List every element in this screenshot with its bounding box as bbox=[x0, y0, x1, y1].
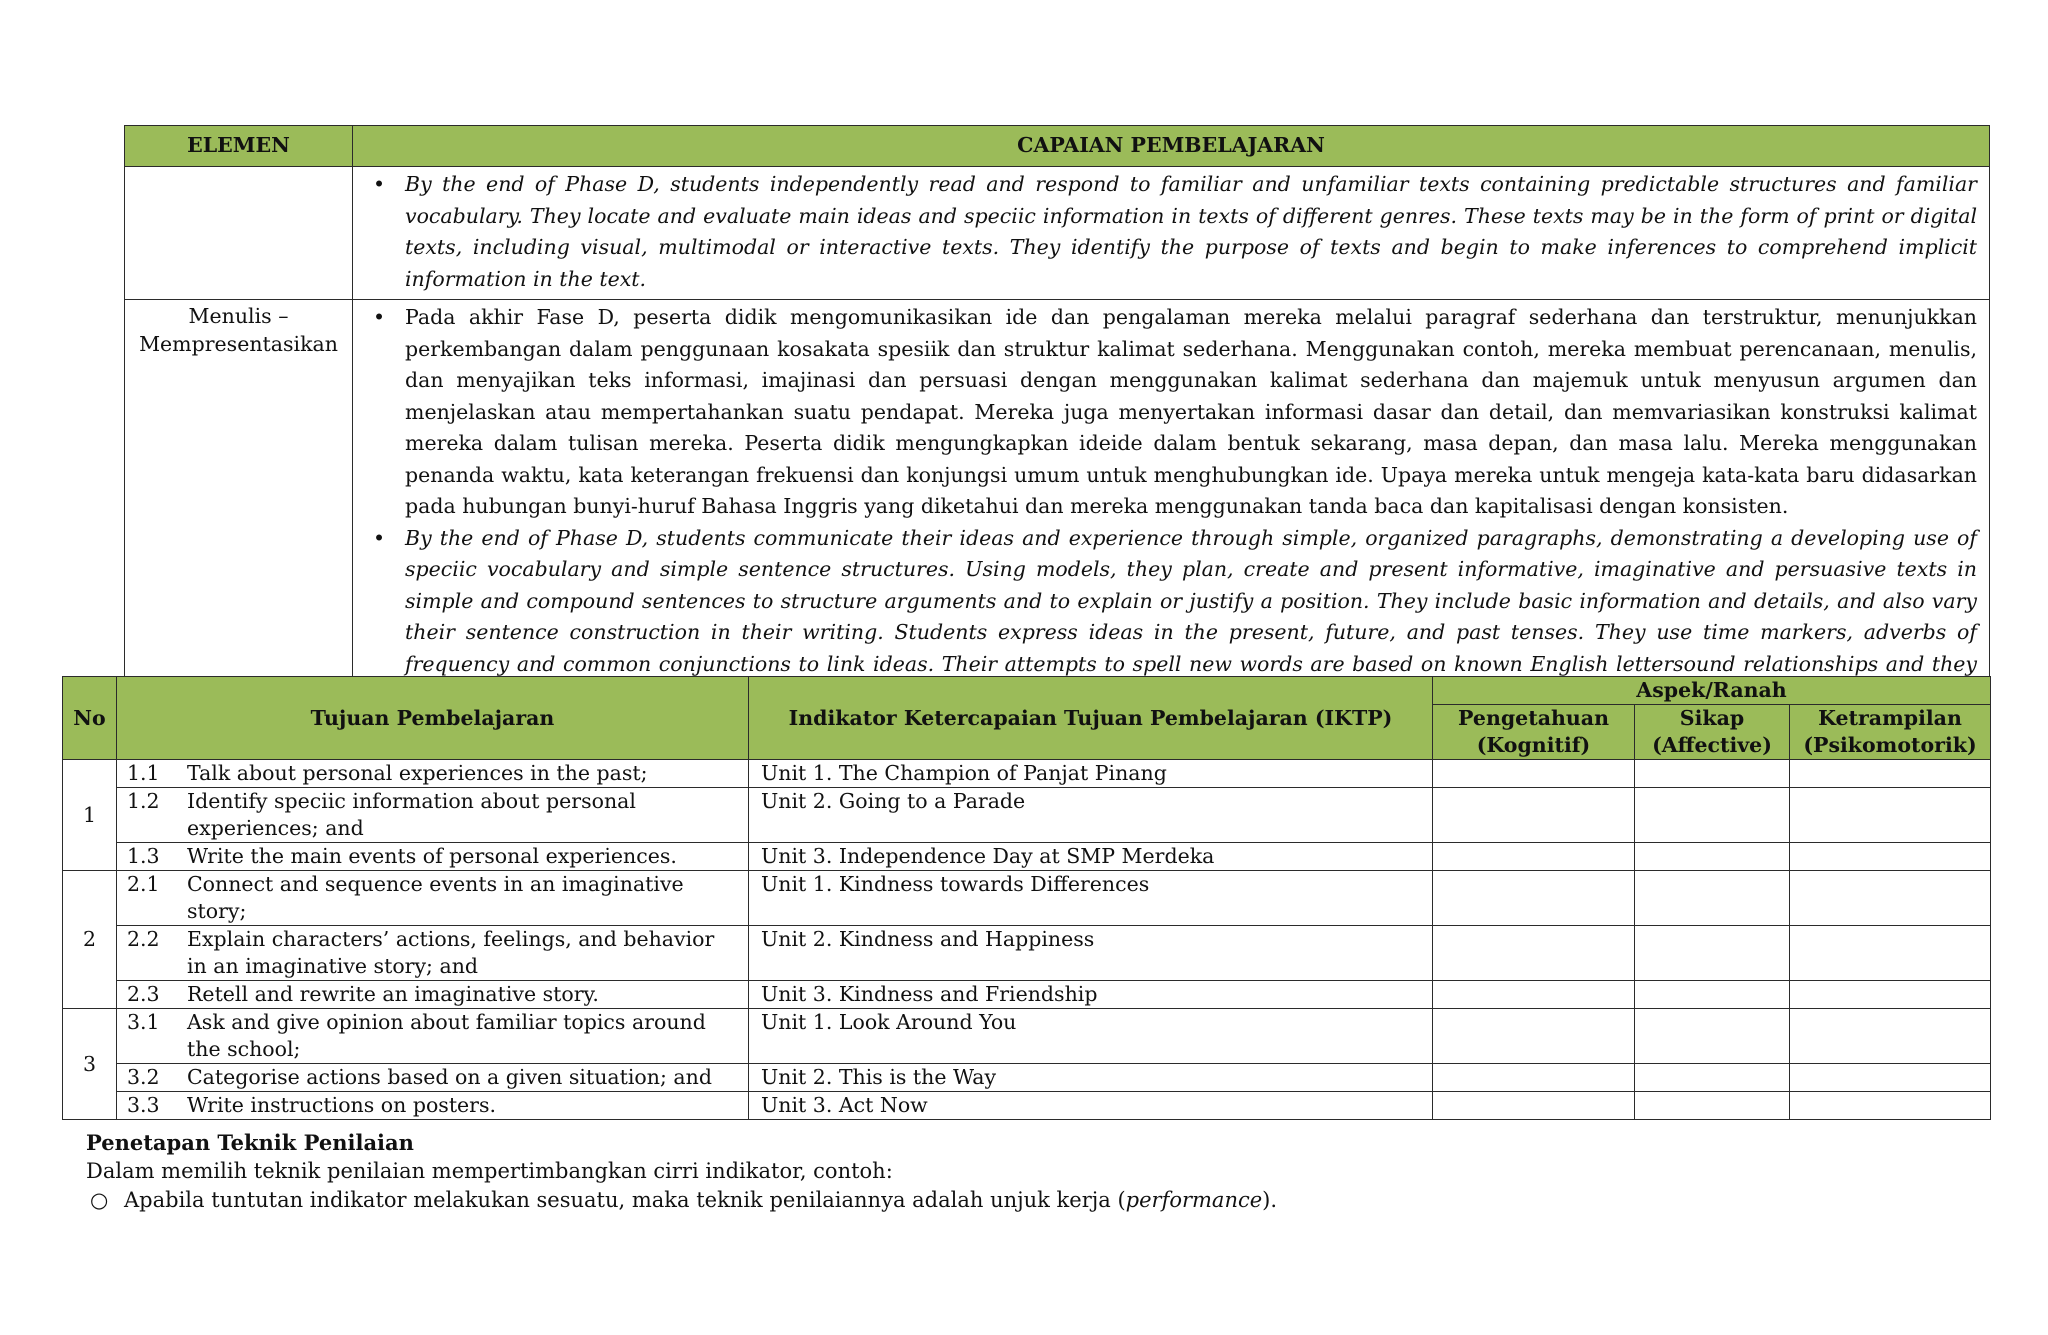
tujuan-cell bbox=[117, 788, 749, 843]
header-sikap: Sikap (Affective) bbox=[1635, 705, 1790, 760]
iktp-cell: Unit 1. Kindness towards Differences bbox=[749, 871, 1433, 926]
ketrampilan-cell bbox=[1790, 926, 1991, 981]
tujuan-code: 1.2 bbox=[127, 789, 160, 813]
pengetahuan-cell bbox=[1433, 1009, 1635, 1064]
circle-bullet-icon: ○ bbox=[90, 1188, 109, 1212]
tujuan-code: 2.1 bbox=[127, 872, 160, 896]
sikap-cell bbox=[1635, 1064, 1790, 1092]
tujuan-code: 1.3 bbox=[127, 844, 160, 868]
header-capaian: CAPAIAN PEMBELAJARAN bbox=[353, 126, 1990, 167]
header-no: No bbox=[63, 677, 117, 760]
pengetahuan-cell bbox=[1433, 981, 1635, 1009]
penetapan-list-item bbox=[86, 1186, 1886, 1215]
tujuan-row bbox=[63, 981, 1991, 1009]
tujuan-table-body bbox=[63, 760, 1991, 1120]
ketrampilan-cell bbox=[1790, 1092, 1991, 1120]
capaian-bullet-item bbox=[365, 169, 1977, 295]
capaian-row bbox=[125, 300, 1990, 717]
tujuan-cell bbox=[117, 1009, 749, 1064]
tujuan-text: Ask and give opinion about familiar topics around the school; bbox=[187, 1010, 706, 1061]
ketrampilan-cell bbox=[1790, 981, 1991, 1009]
penetapan-item-prefix: Apabila tuntutan indikator melakukan sesuatu, maka teknik penilaiannya adalah unjuk kerja ( bbox=[124, 1188, 1126, 1212]
header-pengetahuan: Pengetahuan (Kognitif) bbox=[1433, 705, 1635, 760]
pengetahuan-cell bbox=[1433, 926, 1635, 981]
sikap-cell bbox=[1635, 788, 1790, 843]
sikap-cell bbox=[1635, 926, 1790, 981]
penetapan-item-emphasis: performance bbox=[1125, 1188, 1263, 1212]
capaian-header-row bbox=[125, 126, 1990, 167]
capaian-cell bbox=[353, 167, 1990, 300]
ketrampilan-cell bbox=[1790, 1009, 1991, 1064]
tujuan-row bbox=[63, 1064, 1991, 1092]
header-tujuan: Tujuan Pembelajaran bbox=[117, 677, 749, 760]
tujuan-code: 2.3 bbox=[127, 982, 160, 1006]
pengetahuan-cell bbox=[1433, 1092, 1635, 1120]
capaian-text: By the end of Phase D, students communicate their ideas and experience through simple, organized paragraphs, demonstrating a developing use of speciic vocabulary and simple sentence structures. Using models, they plan, create and present informative, imaginative and persuasive texts in simple and compound sentences to structure arguments and to explain or justify a position. They include basic information and details, and also vary their sentence construction in their writing. Students express ideas in the present, future, and past tenses. They use time markers, adverbs of frequency and common conjunctions to link ideas. Their attempts to spell new words are based on known English lettersound relationships and they bbox=[405, 525, 1977, 676]
pengetahuan-cell bbox=[1433, 788, 1635, 843]
capaian-pembelajaran-table bbox=[124, 125, 1990, 717]
elemen-cell bbox=[125, 167, 353, 300]
tujuan-text: Connect and sequence events in an imaginative story; bbox=[187, 872, 684, 923]
row-number: 2 bbox=[63, 871, 117, 1009]
sikap-cell bbox=[1635, 871, 1790, 926]
ketrampilan-cell bbox=[1790, 760, 1991, 788]
tujuan-row bbox=[63, 871, 1991, 926]
bullet-icon: • bbox=[373, 172, 386, 196]
tujuan-text: Talk about personal experiences in the past; bbox=[187, 761, 648, 785]
capaian-bullet-item bbox=[365, 302, 1977, 523]
tujuan-code: 2.2 bbox=[127, 927, 160, 951]
tujuan-header-row bbox=[63, 677, 1991, 705]
ketrampilan-cell bbox=[1790, 871, 1991, 926]
sikap-cell bbox=[1635, 760, 1790, 788]
ketrampilan-cell bbox=[1790, 843, 1991, 871]
iktp-cell: Unit 3. Independence Day at SMP Merdeka bbox=[749, 843, 1433, 871]
ketrampilan-cell bbox=[1790, 788, 1991, 843]
tujuan-row bbox=[63, 760, 1991, 788]
pengetahuan-cell bbox=[1433, 1064, 1635, 1092]
capaian-cell bbox=[353, 300, 1990, 717]
iktp-cell: Unit 1. The Champion of Panjat Pinang bbox=[749, 760, 1433, 788]
pengetahuan-cell bbox=[1433, 760, 1635, 788]
tujuan-cell bbox=[117, 1092, 749, 1120]
tujuan-cell bbox=[117, 871, 749, 926]
row-number: 3 bbox=[63, 1009, 117, 1120]
tujuan-text: Categorise actions based on a given situation; and bbox=[187, 1065, 712, 1089]
penetapan-item-suffix: ). bbox=[1262, 1188, 1278, 1212]
elemen-cell: Menulis – Mempresentasikan bbox=[125, 300, 353, 717]
tujuan-text: Identify speciic information about personal experiences; and bbox=[187, 789, 636, 840]
capaian-text: Pada akhir Fase D, peserta didik mengomunikasikan ide dan pengalaman mereka melalui paragraf sederhana dan terstruktur, menunjukkan perkembangan dalam penggunaan kosakata spesiik dan struktur kalimat sederhana. Menggunakan contoh, mereka membuat perencanaan, menulis, dan menyajikan teks informasi, imajinasi dan persuasi dengan menggunakan kalimat sederhana dan majemuk untuk menyusun argumen dan menjelaskan atau mempertahankan suatu pendapat. Mereka juga menyertakan informasi dasar dan detail, dan memvariasikan konstruksi kalimat mereka dalam tulisan mereka. Peserta didik mengungkapkan ideide dalam bentuk sekarang, masa depan, dan masa lalu. Mereka menggunakan penanda waktu, kata keterangan frekuensi dan konjungsi umum untuk menghubungkan ide. Upaya mereka untuk mengeja kata-kata baru didasarkan pada hubungan bunyi-huruf Bahasa Inggris yang diketahui dan mereka menggunakan tanda baca dan kapitalisasi dengan konsisten. bbox=[405, 305, 1977, 518]
penetapan-section bbox=[86, 1128, 1886, 1215]
tujuan-code: 3.2 bbox=[127, 1065, 160, 1089]
header-ketrampilan: Ketrampilan (Psikomotorik) bbox=[1790, 705, 1991, 760]
capaian-text: By the end of Phase D, students independently read and respond to familiar and unfamiliar texts containing predictable structures and familiar vocabulary. They locate and evaluate main ideas and speciic information in texts of different genres. These texts may be in the form of print or digital texts, including visual, multimodal or interactive texts. They identify the purpose of texts and begin to make inferences to comprehend implicit information in the text. bbox=[405, 172, 1977, 291]
tujuan-cell bbox=[117, 760, 749, 788]
capaian-row bbox=[125, 167, 1990, 300]
row-number: 1 bbox=[63, 760, 117, 871]
tujuan-text: Write the main events of personal experiences. bbox=[187, 844, 677, 868]
bullet-icon: • bbox=[373, 525, 386, 550]
tujuan-code: 3.3 bbox=[127, 1093, 160, 1117]
iktp-cell: Unit 2. This is the Way bbox=[749, 1064, 1433, 1092]
tujuan-row bbox=[63, 1092, 1991, 1120]
pengetahuan-cell bbox=[1433, 843, 1635, 871]
iktp-cell: Unit 1. Look Around You bbox=[749, 1009, 1433, 1064]
tujuan-row bbox=[63, 843, 1991, 871]
tujuan-code: 3.1 bbox=[127, 1010, 160, 1034]
sikap-cell bbox=[1635, 981, 1790, 1009]
sikap-cell bbox=[1635, 1092, 1790, 1120]
penetapan-intro: Dalam memilih teknik penilaian mempertimbangkan cirri indikator, contoh: bbox=[86, 1159, 893, 1183]
pengetahuan-cell bbox=[1433, 871, 1635, 926]
penetapan-title: Penetapan Teknik Penilaian bbox=[86, 1130, 414, 1155]
header-elemen: ELEMEN bbox=[125, 126, 353, 167]
header-iktp: Indikator Ketercapaian Tujuan Pembelajaran (IKTP) bbox=[749, 677, 1433, 760]
tujuan-code: 1.1 bbox=[127, 761, 160, 785]
tujuan-cell bbox=[117, 843, 749, 871]
iktp-cell: Unit 2. Kindness and Happiness bbox=[749, 926, 1433, 981]
bullet-icon: • bbox=[373, 305, 386, 329]
tujuan-row bbox=[63, 926, 1991, 981]
tujuan-cell bbox=[117, 926, 749, 981]
ketrampilan-cell bbox=[1790, 1064, 1991, 1092]
header-aspek: Aspek/Ranah bbox=[1433, 677, 1991, 705]
iktp-cell: Unit 3. Kindness and Friendship bbox=[749, 981, 1433, 1009]
tujuan-text: Retell and rewrite an imaginative story. bbox=[187, 982, 599, 1006]
iktp-cell: Unit 2. Going to a Parade bbox=[749, 788, 1433, 843]
tujuan-row bbox=[63, 1009, 1991, 1064]
tujuan-row bbox=[63, 788, 1991, 843]
tujuan-cell bbox=[117, 981, 749, 1009]
tujuan-text: Write instructions on posters. bbox=[187, 1093, 497, 1117]
sikap-cell bbox=[1635, 1009, 1790, 1064]
tujuan-pembelajaran-table bbox=[62, 676, 1991, 1120]
tujuan-cell bbox=[117, 1064, 749, 1092]
sikap-cell bbox=[1635, 843, 1790, 871]
tujuan-text: Explain characters’ actions, feelings, and behavior in an imaginative story; and bbox=[187, 927, 715, 978]
iktp-cell: Unit 3. Act Now bbox=[749, 1092, 1433, 1120]
